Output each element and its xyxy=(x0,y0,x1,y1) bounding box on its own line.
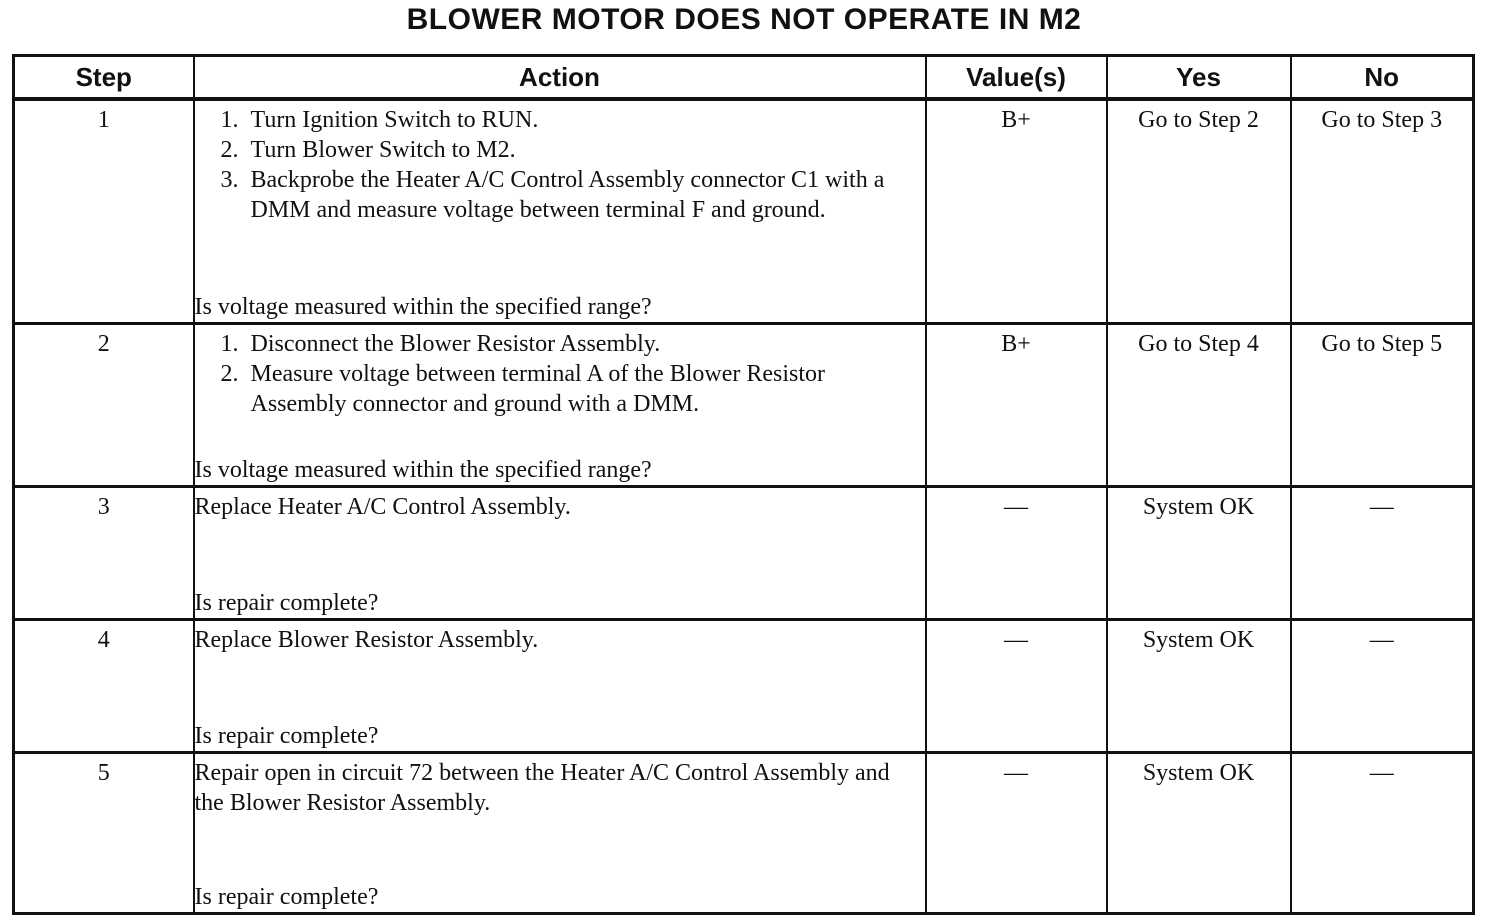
yes-cell: System OK xyxy=(1107,487,1291,620)
action-cell xyxy=(194,620,926,753)
step-number: 4 xyxy=(14,620,194,753)
action-cell xyxy=(194,99,926,324)
table-row xyxy=(14,99,1474,324)
table-row xyxy=(14,753,1474,914)
action-list xyxy=(195,329,925,419)
table-row xyxy=(14,324,1474,487)
header-step: Step xyxy=(14,56,194,100)
table-header-row xyxy=(14,56,1474,100)
value-cell: — xyxy=(926,487,1107,620)
action-list xyxy=(195,105,925,225)
action-question: Is repair complete? xyxy=(194,884,379,910)
action-text: Repair open in circuit 72 between the Heater A/C Control Assembly and the Blower Resistor Assembly. xyxy=(194,760,890,816)
action-item: Turn Blower Switch to M2. xyxy=(250,137,516,163)
header-yes: Yes xyxy=(1107,56,1291,100)
yes-cell: System OK xyxy=(1107,753,1291,914)
value-cell: B+ xyxy=(926,99,1107,324)
action-cell xyxy=(194,487,926,620)
step-number: 5 xyxy=(14,753,194,914)
action-text: Replace Heater A/C Control Assembly. xyxy=(194,494,571,520)
action-item: Turn Ignition Switch to RUN. xyxy=(250,107,539,133)
action-item: Backprobe the Heater A/C Control Assembly connector C1 with a DMM and measure voltage between terminal F and ground. xyxy=(250,167,885,223)
step-number: 2 xyxy=(14,324,194,487)
value-cell: — xyxy=(926,620,1107,753)
step-number: 1 xyxy=(14,99,194,324)
value-cell: B+ xyxy=(926,324,1107,487)
page-title: BLOWER MOTOR DOES NOT OPERATE IN M2 xyxy=(406,3,1082,36)
action-item: Disconnect the Blower Resistor Assembly. xyxy=(250,331,661,357)
no-cell: — xyxy=(1291,620,1474,753)
yes-cell: Go to Step 4 xyxy=(1107,324,1291,487)
table-row xyxy=(14,487,1474,620)
no-cell: — xyxy=(1291,487,1474,620)
action-question: Is voltage measured within the specified range? xyxy=(194,294,652,320)
header-no: No xyxy=(1291,56,1474,100)
action-cell xyxy=(194,324,926,487)
yes-cell: System OK xyxy=(1107,620,1291,753)
action-text: Replace Blower Resistor Assembly. xyxy=(194,627,539,653)
value-cell: — xyxy=(926,753,1107,914)
action-item: Measure voltage between terminal A of the Blower Resistor Assembly connector and ground with a DMM. xyxy=(250,361,826,417)
no-cell: Go to Step 5 xyxy=(1291,324,1474,487)
yes-cell: Go to Step 2 xyxy=(1107,99,1291,324)
action-question: Is voltage measured within the specified range? xyxy=(194,457,652,483)
header-values: Value(s) xyxy=(926,56,1107,100)
action-question: Is repair complete? xyxy=(194,723,379,749)
header-action: Action xyxy=(194,56,926,100)
step-number: 3 xyxy=(14,487,194,620)
action-cell xyxy=(194,753,926,914)
no-cell: — xyxy=(1291,753,1474,914)
no-cell: Go to Step 3 xyxy=(1291,99,1474,324)
table-row xyxy=(14,620,1474,753)
diagnostic-table xyxy=(12,54,1475,915)
action-question: Is repair complete? xyxy=(194,590,379,616)
